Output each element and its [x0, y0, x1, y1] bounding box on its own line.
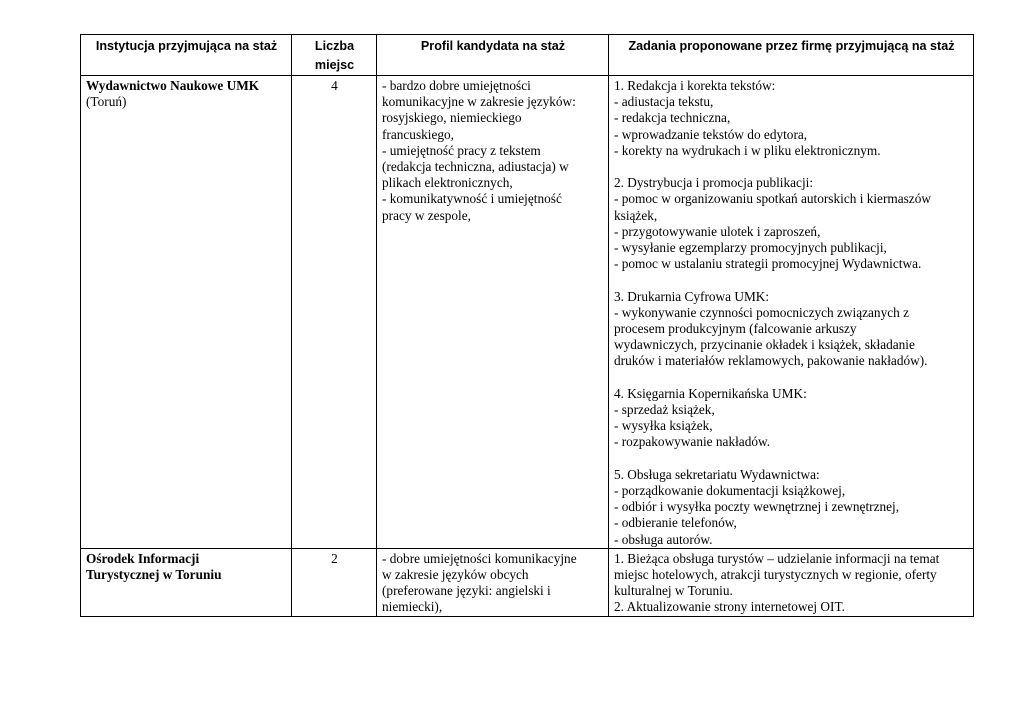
task-line: - wprowadzanie tekstów do edytora,	[614, 126, 808, 142]
task-line: - pomoc w organizowaniu spotkań autorskich i kiermaszów	[614, 191, 931, 207]
task-line: kulturalnej w Toruniu.	[614, 583, 733, 599]
profile-line: - komunikatywność i umiejętność	[382, 191, 562, 207]
institution-city: (Toruń)	[86, 94, 127, 110]
profile-line: - bardzo dobre umiejętności	[382, 78, 531, 93]
table-row	[81, 76, 974, 549]
task-line: procesem produkcyjnym (falcowanie arkuszy	[614, 321, 857, 337]
task-line: - pomoc w ustalaniu strategii promocyjnej Wydawnictwa.	[614, 256, 922, 272]
task-line: - przygotowywanie ulotek i zaproszeń,	[614, 223, 821, 239]
task-line: 3. Drukarnia Cyfrowa UMK:	[614, 288, 770, 304]
paragraph-gap	[614, 370, 969, 386]
task-line: 4. Księgarnia Kopernikańska UMK:	[614, 385, 807, 401]
table-header-row	[81, 35, 974, 76]
task-line: książek,	[614, 207, 658, 223]
institution-cell	[81, 76, 292, 549]
task-line: - wykonywanie czynności pomocniczych związanych z	[614, 304, 909, 320]
profile-line: - dobre umiejętności komunikacyjne	[382, 550, 577, 566]
task-line: 1. Redakcja i korekta tekstów:	[614, 78, 776, 93]
task-line: - porządkowanie dokumentacji książkowej,	[614, 483, 846, 499]
profile-line: w zakresie języków obcych	[382, 567, 529, 583]
places-cell: 2	[292, 548, 377, 616]
header-institution: Instytucja przyjmująca na staż	[81, 35, 292, 76]
header-tasks: Zadania proponowane przez firmę przyjmującą na staż	[609, 35, 974, 76]
task-line: 2. Aktualizowanie strony internetowej OIT.	[614, 599, 845, 615]
profile-line: francuskiego,	[382, 126, 454, 142]
header-places	[292, 35, 377, 76]
task-line: - sprzedaż książek,	[614, 402, 715, 418]
task-line: 1. Bieżąca obsługa turystów – udzielanie informacji na temat	[614, 550, 940, 566]
profile-line: plikach elektronicznych,	[382, 175, 513, 191]
task-line: - wysyłka książek,	[614, 418, 713, 434]
paragraph-gap	[614, 159, 969, 175]
header-places-text: Liczba miejsc	[314, 39, 355, 72]
profile-line: (redakcja techniczna, adiustacja) w	[382, 159, 569, 175]
task-line: - odbieranie telefonów,	[614, 515, 737, 531]
task-line: - wysyłanie egzemplarzy promocyjnych publikacji,	[614, 240, 887, 256]
places-cell: 4	[292, 76, 377, 549]
task-line: druków i materiałów reklamowych, pakowanie nakładów).	[614, 353, 928, 369]
profile-line: komunikacyjne w zakresie języków:	[382, 94, 576, 110]
paragraph-gap	[614, 272, 969, 288]
institution-name: Wydawnictwo Naukowe UMK	[86, 78, 260, 93]
institution-name-line: Ośrodek Informacji	[86, 550, 200, 566]
profile-line: rosyjskiego, niemieckiego	[382, 110, 522, 126]
profile-line: (preferowane języki: angielski i	[382, 583, 551, 599]
tasks-cell	[609, 76, 974, 549]
institution-cell	[81, 548, 292, 616]
task-line: - adiustacja tekstu,	[614, 94, 714, 110]
task-line: - rozpakowywanie nakładów.	[614, 434, 771, 450]
task-line: - korekty na wydrukach i w pliku elektronicznym.	[614, 142, 881, 158]
task-line: 2. Dystrybucja i promocja publikacji:	[614, 175, 814, 191]
task-line: 5. Obsługa sekretariatu Wydawnictwa:	[614, 466, 820, 482]
profile-line: - umiejętność pracy z tekstem	[382, 142, 541, 158]
profile-line: niemiecki),	[382, 599, 443, 615]
task-line: wydawniczych, przycinanie okładek i książek, składanie	[614, 337, 915, 353]
internship-table	[80, 34, 974, 617]
profile-cell	[377, 548, 609, 616]
task-line: - obsługa autorów.	[614, 531, 713, 547]
institution-name-line: Turystycznej w Toruniu	[86, 567, 222, 583]
header-profile: Profil kandydata na staż	[377, 35, 609, 76]
profile-cell	[377, 76, 609, 549]
table-row	[81, 548, 974, 616]
task-line: miejsc hotelowych, atrakcji turystycznych w regionie, oferty	[614, 567, 937, 583]
task-line: - odbiór i wysyłka poczty wewnętrznej i zewnętrznej,	[614, 499, 900, 515]
paragraph-gap	[614, 451, 969, 467]
tasks-cell	[609, 548, 974, 616]
profile-line: pracy w zespole,	[382, 207, 471, 223]
task-line: - redakcja techniczna,	[614, 110, 731, 126]
